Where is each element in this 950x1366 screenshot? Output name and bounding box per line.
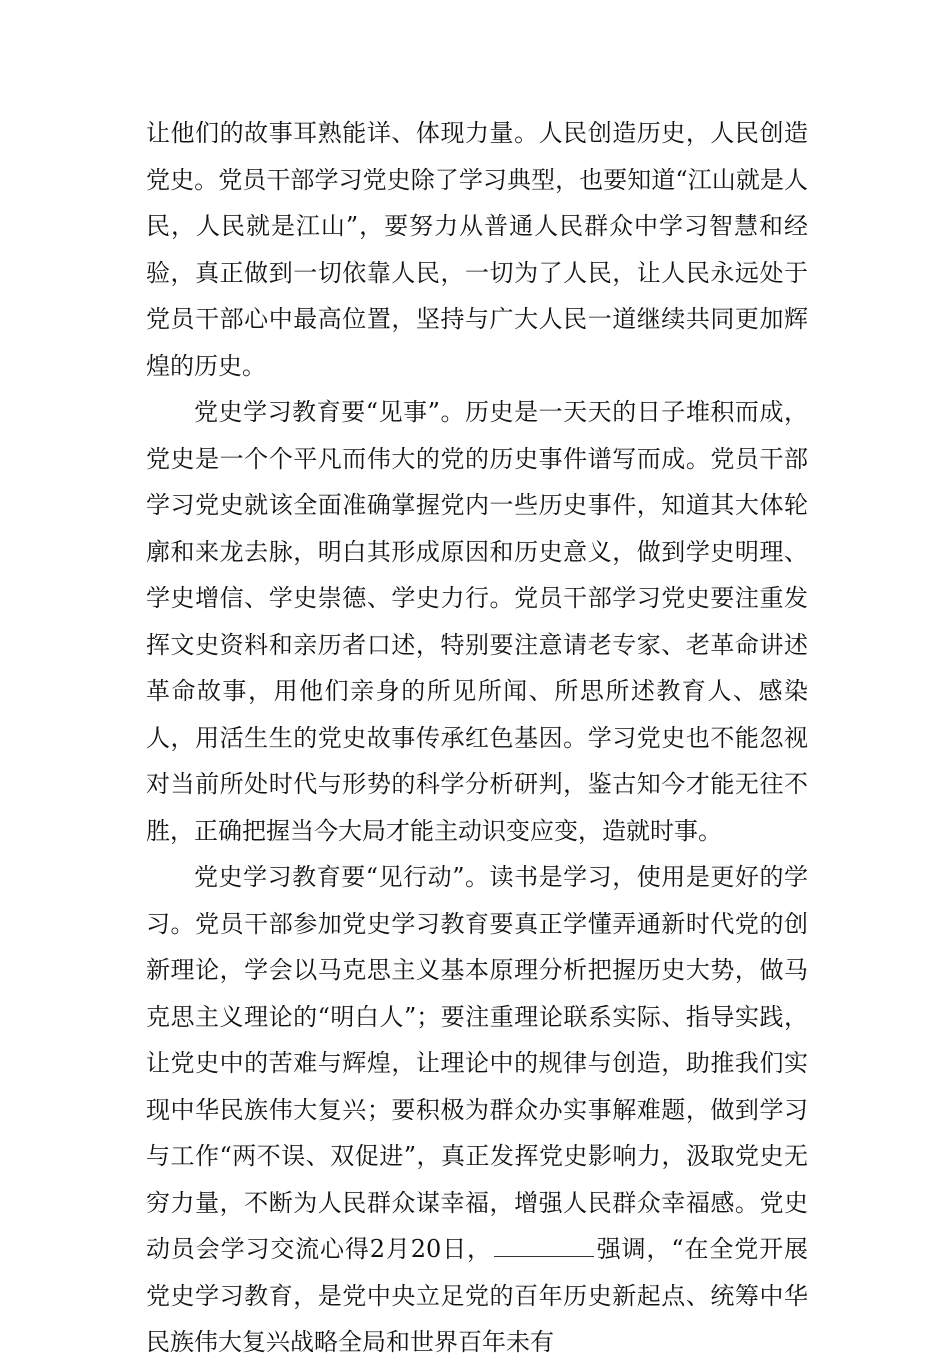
fill-in-blank-line bbox=[494, 1228, 594, 1257]
paragraph-3-text-before-blank: 党史学习教育要“见行动”。读书是学习，使用是更好的学习。党员干部参加党史学习教育要真正学懂弄通新时代党的创新理论，学会以马克思主义基本原理分析把握历史大势，做马克思主义理论的“明白人”；要注重理论联系实际、指导实践，让党史中的苦难与辉煌，让理论中的规律与创造，助推我们实现中华民族伟大复兴；要积极为群众办实事解难题，做到学习与工作“两不误、双促进”，真正发挥党史影响力，汲取党史无穷力量，不断为人民群众谋幸福，增强人民群众幸福感。党史动员会学习交流心得2月20日， bbox=[146, 863, 808, 1263]
document-body bbox=[146, 110, 808, 1366]
paragraph-3 bbox=[146, 854, 808, 1366]
paragraph-1: 让他们的故事耳熟能详、体现力量。人民创造历史，人民创造党史。党员干部学习党史除了学习典型，也要知道“江山就是人民，人民就是江山”，要努力从普通人民群众中学习智慧和经验，真正做到一切依靠人民，一切为了人民，让人民永远处于党员干部心中最高位置，坚持与广大人民一道继续共同更加辉煌的历史。 bbox=[146, 119, 808, 380]
paragraph-2: 党史学习教育要“见事”。历史是一天天的日子堆积而成，党史是一个个平凡而伟大的党的历史事件谱写而成。党员干部学习党史就该全面准确掌握党内一些历史事件，知道其大体轮廓和来龙去脉，明白其形成原因和历史意义，做到学史明理、学史增信、学史崇德、学史力行。党员干部学习党史要注重发挥文史资料和亲历者口述，特别要注意请老专家、老革命讲述革命故事，用他们亲身的所见所闻、所思所述教育人、感染人，用活生生的党史故事传承红色基因。学习党史也不能忽视对当前所处时代与形势的科学分析研判，鉴古知今才能无往不胜，正确把握当今大局才能主动识变应变，造就时事。 bbox=[146, 398, 808, 845]
paragraph-3-text-after-blank: 强调，“在全党开展党史学习教育，是党中央立足党的百年历史新起点、统筹中华民族伟大复兴战略全局和世界百年未有 bbox=[146, 1235, 808, 1356]
